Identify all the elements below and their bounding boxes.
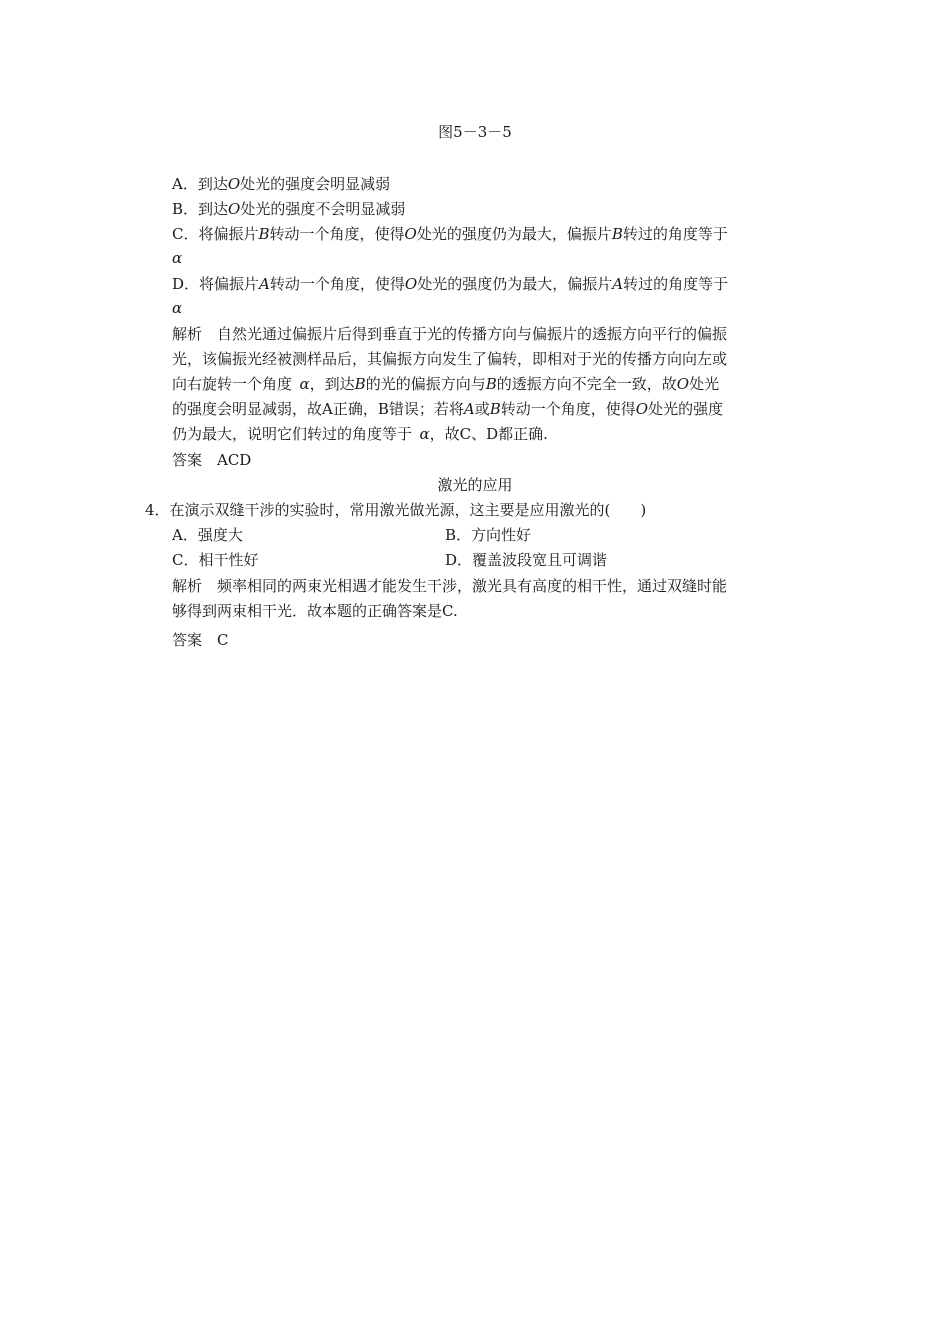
q3-analysis-line-4: 的强度会明显减弱，故A正确，B错误；若将A或B转动一个角度，使得O处光的强度 — [172, 400, 724, 418]
q3-option-c: C．将偏振片B转动一个角度，使得O处光的强度仍为最大，偏振片B转过的角度等于 — [172, 225, 728, 243]
q4-analysis-line-1: 解析 频率相同的两束光相遇才能发生干涉，激光具有高度的相干性，通过双缝时能 — [172, 577, 728, 595]
figure-caption: 图5－3－5 — [438, 123, 512, 141]
q4-stem: 4．在演示双缝干涉的实验时，常用激光做光源，这主要是应用激光的( ) — [145, 501, 647, 519]
q3-answer: 答案 ACD — [172, 451, 252, 469]
q3-analysis-line-3: 向右旋转一个角度 α，到达B的光的偏振方向与B的透振方向不完全一致，故O处光 — [172, 375, 720, 393]
q3-analysis-line-2: 光，该偏振光经被测样品后，其偏振方向发生了偏转，即相对于光的传播方向向左或 — [172, 350, 728, 368]
q3-option-d: D．将偏振片A转动一个角度，使得O处光的强度仍为最大，偏振片A转过的角度等于 — [172, 275, 729, 293]
q4-option-c: C．相干性好 — [172, 551, 259, 569]
q3-option-d-alpha: α — [172, 299, 183, 317]
q3-option-b: B．到达O处光的强度不会明显减弱 — [172, 200, 406, 218]
section-title: 激光的应用 — [437, 476, 513, 494]
q3-option-c-alpha: α — [172, 249, 183, 267]
q3-analysis-line-1: 解析 自然光通过偏振片后得到垂直于光的传播方向与偏振片的透振方向平行的偏振 — [172, 325, 728, 343]
q3-analysis-line-5: 仍为最大，说明它们转过的角度等于 α，故C、D都正确. — [172, 425, 548, 443]
q4-option-a: A．强度大 — [172, 526, 243, 544]
q3-option-a: A．到达O处光的强度会明显减弱 — [172, 175, 391, 193]
q4-answer: 答案 C — [172, 631, 229, 649]
q4-option-d: D．覆盖波段宽且可调谐 — [445, 551, 608, 569]
q4-option-b: B．方向性好 — [445, 526, 532, 544]
q4-analysis-line-2: 够得到两束相干光．故本题的正确答案是C. — [172, 602, 458, 620]
